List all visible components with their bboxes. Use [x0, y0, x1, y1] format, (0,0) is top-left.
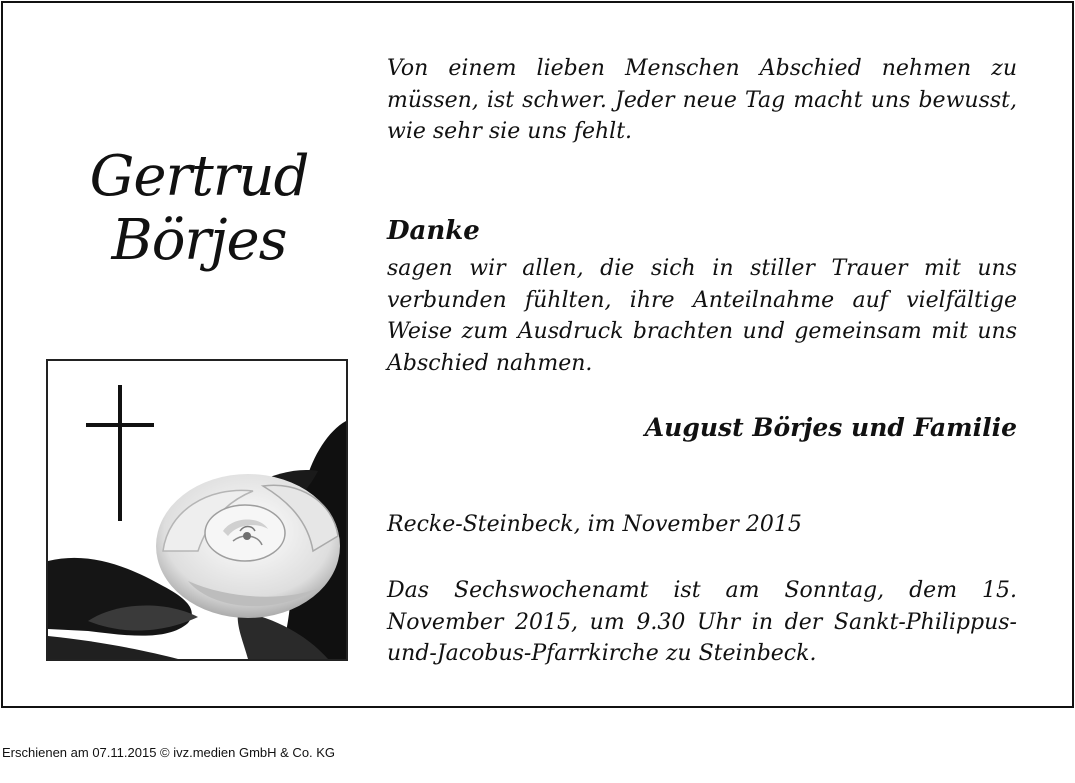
- thanks-text: sagen wir allen, die sich in stiller Trauer mit uns verbunden fühlten, ihre Anteilnahme auf vielfältige Weise zum Ausdruck brachten und gemeinsam mit uns Abschied nahmen.: [387, 256, 1017, 376]
- memorial-quote: Von einem lieben Menschen Abschied nehmen zu müssen, ist schwer. Jeder neue Tag macht uns bewusst, wie sehr sie uns fehlt.: [387, 56, 1017, 144]
- thanks-heading: Danke: [387, 216, 480, 246]
- memorial-image: [46, 359, 348, 661]
- obituary-notice: [1, 1, 1074, 708]
- family-signature: August Börjes und Familie: [644, 413, 1017, 442]
- publication-credit: Erschienen am 07.11.2015 © ivz.medien GmbH & Co. KG: [2, 745, 336, 760]
- place-date: Recke-Steinbeck, im November 2015: [387, 512, 802, 537]
- deceased-last-name: Börjes: [111, 208, 287, 273]
- service-info: Das Sechswochenamt ist am Sonntag, dem 15. November 2015, um 9.30 Uhr in der Sankt-Philippus-und-Jacobus-Pfarrkirche zu Steinbeck.: [387, 578, 1017, 666]
- deceased-first-name: Gertrud: [89, 144, 309, 209]
